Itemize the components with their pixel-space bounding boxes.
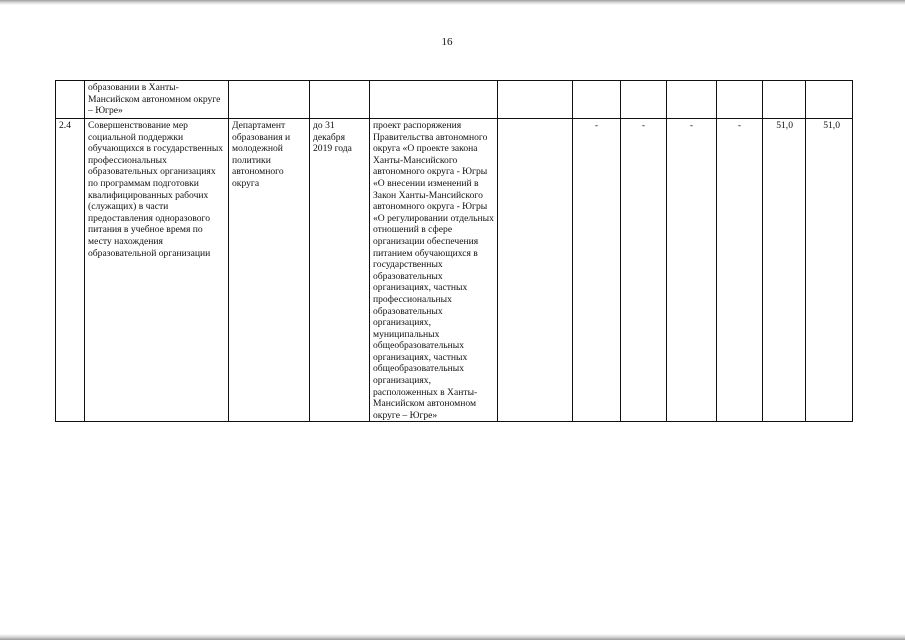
cell-event: образовании в Ханты-Мансийском автономном округе – Югре» bbox=[85, 81, 229, 119]
cell-col9: - bbox=[667, 119, 717, 422]
cell-col11: 51,0 bbox=[763, 119, 806, 422]
cell-col12 bbox=[806, 81, 853, 119]
cell-col7 bbox=[573, 81, 621, 119]
cell-col8 bbox=[621, 81, 667, 119]
cell-col9 bbox=[667, 81, 717, 119]
cell-executor bbox=[229, 81, 310, 119]
cell-col6 bbox=[498, 119, 573, 422]
cell-deadline: до 31 декабря 2019 года bbox=[310, 119, 370, 422]
cell-col10 bbox=[717, 81, 763, 119]
table-row bbox=[56, 81, 853, 119]
page-number: 16 bbox=[441, 36, 453, 48]
table-row bbox=[56, 119, 853, 422]
program-table bbox=[55, 80, 853, 422]
cell-result: проект распоряжения Правительства автономного округа «О проекте закона Ханты-Мансийского автономного округа - Югры «О внесении изменений в Закон Ханты-Мансийского автономного округа - Югры «О регулировании отдельных отношений в сфере организации обеспечения питанием обучающихся в государственных образовательных организациях, частных профессиональных образовательных организациях, муниципальных общеобразовательных организациях, частных общеобразовательных организациях, расположенных в Ханты-Мансийском автономном округе – Югре» bbox=[370, 119, 498, 422]
cell-col12: 51,0 bbox=[806, 119, 853, 422]
cell-col11 bbox=[763, 81, 806, 119]
cell-result bbox=[370, 81, 498, 119]
cell-col6 bbox=[498, 81, 573, 119]
cell-deadline bbox=[310, 81, 370, 119]
scan-edge-bottom bbox=[0, 634, 905, 640]
cell-number: 2.4 bbox=[56, 119, 85, 422]
cell-executor: Департамент образования и молодежной политики автономного округа bbox=[229, 119, 310, 422]
cell-event: Совершенствование мер социальной поддержки обучающихся в государственных профессиональных образовательных организациях по программам подготовки квалифицированных рабочих (служащих) в части предоставления одноразового питания в учебное время по месту нахождения образовательной организации bbox=[85, 119, 229, 422]
cell-col7: - bbox=[573, 119, 621, 422]
scan-edge-top bbox=[0, 0, 905, 5]
cell-number bbox=[56, 81, 85, 119]
cell-col10: - bbox=[717, 119, 763, 422]
cell-col8: - bbox=[621, 119, 667, 422]
